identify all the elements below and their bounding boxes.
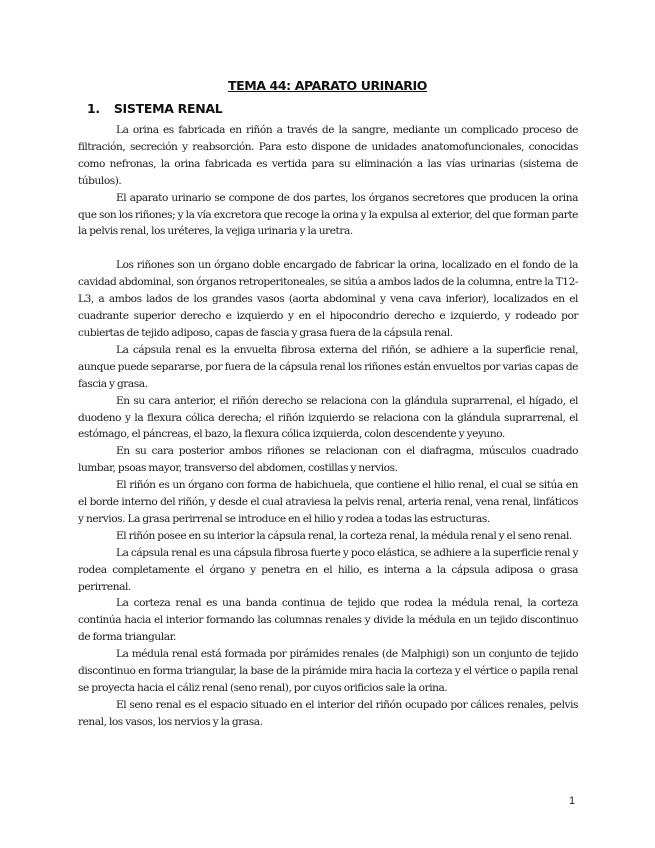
paragraph: La cápsula renal es la envuelta fibrosa externa del riñón, se adhiere a la superficie renal, aunque puede separarse, por fuera de la cápsula renal los riñones están envueltos por varias capas de fascia y grasa. bbox=[78, 343, 578, 390]
page-number: 1 bbox=[569, 795, 576, 807]
paragraph: Los riñones son un órgano doble encargado de fabricar la orina, localizado en el fondo de la cavidad abdominal, son órganos retroperitoneales, se sitúa a ambos lados de la columna, entre la T12-L3, a ambos lados de los grandes vasos (aorta abdominal y vena cava inferior), localizados en el cuadrante superior derecho e izquierdo y en el hipocondrio derecho e izquierdo, y rodeado por cubiertas de tejido adiposo, capas de fascia y grasa fuera de la cápsula renal. bbox=[78, 259, 578, 339]
paragraph: En su cara anterior, el riñón derecho se relaciona con la glándula suprarrenal, el hígado, el duodeno y la flexura cólica derecha; el riñón izquierdo se relaciona con la glándula suprarrenal, el estómago, el páncreas, el bazo, la flexura cólica izquierda, colon descendente y yeyuno. bbox=[78, 394, 578, 441]
document-title: TEMA 44: APARATO URINARIO bbox=[228, 78, 427, 93]
paragraph: La corteza renal es una banda continua de tejido que rodea la médula renal, la corteza continúa hacia el interior formando las columnas renales y divide la médula en un tejido discontinuo de forma triangular. bbox=[78, 597, 578, 644]
body-text bbox=[78, 122, 578, 731]
paragraph: La médula renal está formada por pirámides renales (de Malphigi) son un conjunto de tejido discontinuo en forma triangular, la base de la pirámide mira hacia la corteza y el vértice o papila renal se proyecta hacia el cáliz renal (seno renal), por cuyos orificios sale la orina. bbox=[78, 648, 578, 694]
paragraph: El seno renal es el espacio situado en el interior del riñón ocupado por cálices renales, pelvis renal, los vasos, los nervios y la grasa. bbox=[78, 698, 578, 728]
paragraph: El riñón posee en su interior la cápsula renal, la corteza renal, la médula renal y el seno renal. bbox=[116, 529, 572, 542]
section-title: SISTEMA RENAL bbox=[113, 101, 223, 116]
paragraph: La cápsula renal es una cápsula fibrosa fuerte y poco elástica, se adhiere a la superficie renal y rodea completamente el órgano y penetra en el hilio, es interna a la cápsula adiposa o grasa perirrenal. bbox=[78, 546, 578, 593]
paragraph: El aparato urinario se compone de dos partes, los órganos secretores que producen la orina que son los riñones; y la vía excretora que recoge la orina y la expulsa al exterior, del que forman parte la pelvis renal, los uréteres, la vejiga urinaria y la uretra. bbox=[78, 191, 578, 238]
paragraph: El riñón es un órgano con forma de habichuela, que contiene el hilio renal, el cual se sitúa en el borde interno del riñón, y desde el cual atraviesa la pelvis renal, arteria renal, vena renal, linfáticos y nervios. La grasa perirrenal se introduce en el hilio y rodea a todas las estructuras. bbox=[78, 479, 578, 525]
paragraph: En su cara posterior ambos riñones se relacionan con el diafragma, músculos cuadrado lumbar, psoas mayor, transverso del abdomen, costillas y nervios. bbox=[78, 445, 578, 475]
section-number: 1. bbox=[87, 101, 100, 116]
paragraph: La orina es fabricada en riñón a través de la sangre, mediante un complicado proceso de filtración, secreción y reabsorción. Para esto dispone de unidades anatomofuncionales, conocidas como nefronas, la orina fabricada es vertida para su eliminación a las vías urinarias (sistema de túbulos). bbox=[78, 124, 578, 187]
section-heading bbox=[87, 101, 222, 116]
